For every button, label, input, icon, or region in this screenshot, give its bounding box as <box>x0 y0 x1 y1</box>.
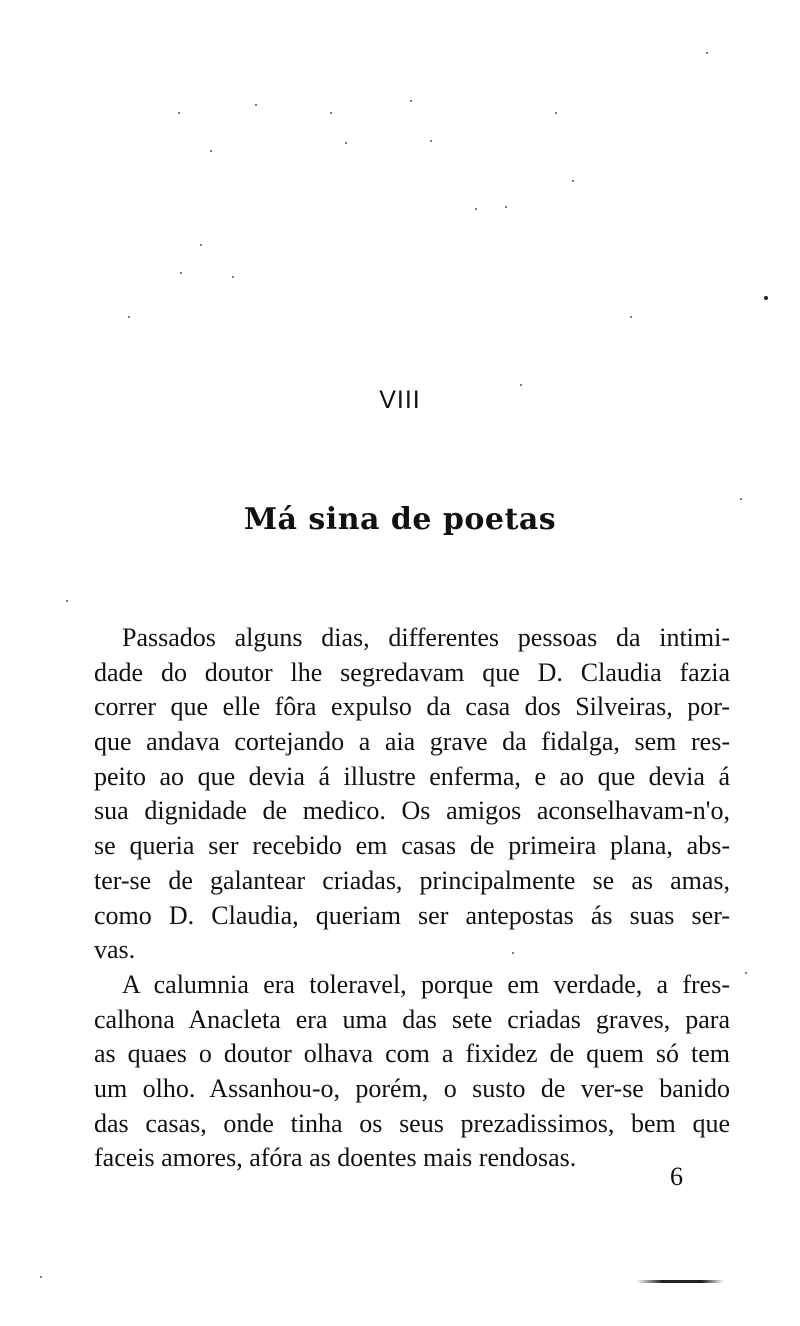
text-line: sua dignidade de medico. Os amigos aconselhavam-n'o, <box>94 796 730 826</box>
text-line: dade do doutor lhe segredavam que D. Claudia fazia <box>94 657 730 687</box>
text-line: das casas, onde tinha os seus prezadissimos, bem que <box>94 1108 730 1138</box>
text-line: ter-se de galantear criadas, principalmente se as amas, <box>94 865 730 895</box>
text-line: correr que elle fôra expulso da casa dos Silveiras, por- <box>94 692 730 722</box>
text-line: A calumnia era toleravel, porque em verdade, a fres- <box>122 969 730 999</box>
text-line: calhona Anacleta era uma das sete criadas graves, para <box>94 1004 730 1034</box>
text-line: como D. Claudia, queriam ser antepostas ás suas ser- <box>94 900 730 930</box>
chapter-title: Má sina de poetas <box>243 502 557 537</box>
text-line: um olho. Assanhou-o, porém, o susto de ver-se banido <box>94 1073 730 1103</box>
text-line: que andava cortejando a aia grave da fidalga, sem res- <box>94 727 730 757</box>
chapter-number: VIII <box>379 386 421 414</box>
text-line: peito ao que devia á illustre enferma, e ao que devia á <box>94 761 730 791</box>
printer-mark <box>636 1280 724 1283</box>
text-line: vas. <box>94 935 136 965</box>
text-line: faceis amores, afóra as doentes mais rendosas. <box>94 1143 577 1173</box>
body-text <box>94 621 730 1176</box>
page-number: 6 <box>670 1162 683 1191</box>
text-line: se queria ser recebido em casas de primeira plana, abs- <box>94 831 730 861</box>
text-line: as quaes o doutor olhava com a fixidez de quem só tem <box>94 1039 730 1069</box>
text-line: Passados alguns dias, differentes pessoas da intimi- <box>122 623 730 652</box>
